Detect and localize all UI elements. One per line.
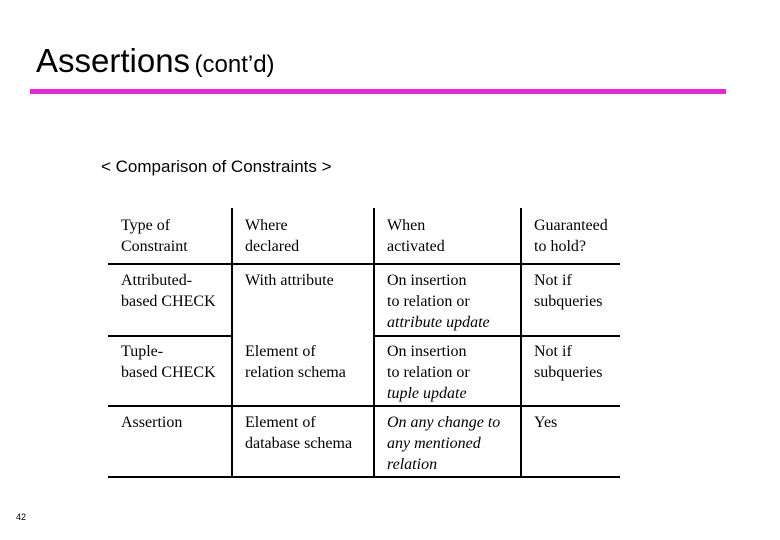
- row-1-when-line-1: On insertion: [387, 272, 467, 289]
- row-3-guaranteed: [534, 412, 557, 433]
- row-3-when-line-3: relation: [387, 456, 438, 473]
- title-underline: [30, 89, 726, 94]
- slide-title-main: Assertions: [36, 42, 191, 79]
- row-2-type-line-1: Tuple-: [121, 343, 164, 360]
- row-1-guaranteed-line-1: Not if: [534, 272, 572, 289]
- table-caption: < Comparison of Constraints >: [101, 157, 332, 176]
- row-2-where-line-2: relation schema: [245, 364, 346, 381]
- page-number: 42: [16, 512, 27, 522]
- row-3-where-line-2: database schema: [245, 435, 353, 452]
- row-3-when-line-2: any mentioned: [387, 435, 481, 452]
- row-1-divider-b: [373, 335, 620, 337]
- row-3-when: [387, 412, 500, 475]
- header-type: [121, 215, 188, 257]
- column-divider-1: [231, 208, 233, 478]
- row-2-where: [245, 341, 346, 383]
- slide-title: [36, 44, 275, 77]
- row-3-type: [121, 412, 182, 433]
- header-guaranteed: [534, 215, 608, 257]
- header-when-line-2: activated: [387, 238, 445, 255]
- row-2-when-line-2: to relation or: [387, 364, 470, 381]
- header-when: [387, 215, 445, 257]
- row-1-type-line-1: Attributed-: [121, 272, 193, 289]
- row-2-when-line-1: On insertion: [387, 343, 467, 360]
- column-divider-3: [520, 208, 522, 478]
- header-row-divider: [108, 263, 620, 265]
- row-1-where: [245, 270, 334, 291]
- header-where-line-1: Where: [245, 217, 288, 234]
- header-when-line-1: When: [387, 217, 426, 234]
- row-2-guaranteed: [534, 341, 602, 383]
- header-type-line-1: Type of: [121, 217, 171, 234]
- row-2-type: [121, 341, 216, 383]
- row-3-where: [245, 412, 352, 454]
- row-3-guaranteed-line-1: Yes: [534, 414, 558, 431]
- row-2-guaranteed-line-1: Not if: [534, 343, 572, 360]
- row-1-guaranteed: [534, 270, 602, 312]
- row-2-divider: [108, 405, 620, 407]
- row-3-type-line-1: Assertion: [121, 414, 183, 431]
- row-1-divider-a: [108, 335, 233, 337]
- header-where-line-2: declared: [245, 238, 300, 255]
- row-1-type: [121, 270, 216, 312]
- header-where: [245, 215, 299, 257]
- row-2-guaranteed-line-2: subqueries: [534, 364, 603, 381]
- row-2-when: [387, 341, 470, 404]
- row-1-when-line-3: attribute update: [387, 314, 490, 331]
- table-bottom-rule: [108, 476, 620, 478]
- header-type-line-2: Constraint: [121, 238, 188, 255]
- column-divider-2: [373, 208, 375, 478]
- row-1-type-line-2: based CHECK: [121, 293, 216, 310]
- row-1-where-line-1: With attribute: [245, 272, 334, 289]
- row-2-where-line-1: Element of: [245, 343, 316, 360]
- row-2-type-line-2: based CHECK: [121, 364, 216, 381]
- header-guaranteed-line-2: to hold?: [534, 238, 586, 255]
- row-1-when: [387, 270, 490, 333]
- row-2-when-line-3: tuple update: [387, 385, 467, 402]
- row-3-where-line-1: Element of: [245, 414, 316, 431]
- row-1-when-line-2: to relation or: [387, 293, 470, 310]
- row-3-when-line-1: On any change to: [387, 414, 501, 431]
- slide-title-suffix: (cont’d): [194, 51, 275, 78]
- header-guaranteed-line-1: Guaranteed: [534, 217, 608, 234]
- row-1-guaranteed-line-2: subqueries: [534, 293, 603, 310]
